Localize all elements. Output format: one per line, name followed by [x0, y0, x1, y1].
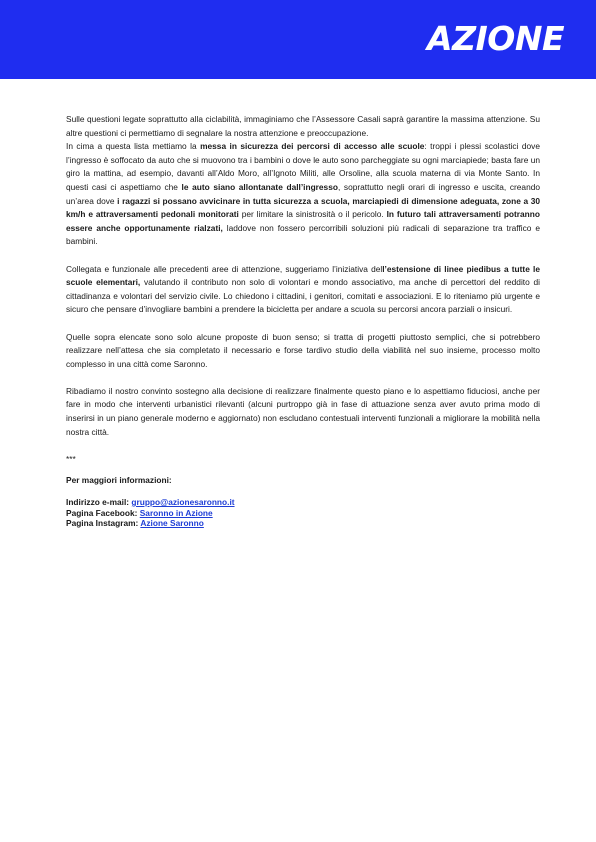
email-line — [66, 497, 540, 508]
spacer — [66, 317, 540, 331]
paragraph-3-text-c: valutando il contributo non solo di volontari e mondo associativo, ma anche di percettori del reddito di cittadinanza e volontari del servizio civile. Lo chiedono i cittadini, i genitori, comitati e associazioni. E lo riteniamo più urgente e sicuro che pensare d’invogliare bambini a prendere la bicicletta per andare a scuola su percorsi ancora parziali o insicuri. — [66, 277, 540, 315]
paragraph-2-bold-h: In futuro tali attraversamenti potranno essere anche opportunamente rialzati, — [66, 209, 540, 233]
instagram-line — [66, 518, 540, 529]
paragraph-2 — [66, 140, 540, 249]
paragraph-2-text-e: , soprattutto negli orari di ingresso e uscita, creando un’area dove — [66, 181, 540, 206]
paragraph-4: Quelle sopra elencate sono solo alcune proposte di buon senso; si tratta di progetti piuttosto semplici, che si potrebbero realizzare nell’attesa che sia completato il necessario e forse tardivo studio della viabilità nel suo insieme, processo molto complesso in una città come Saronno. — [66, 331, 540, 369]
paragraph-3-text-a: Collegata e funzionale alle precedenti aree di attenzione, suggeriamo l’iniziativa del — [66, 263, 383, 274]
facebook-label: Pagina Facebook: — [66, 507, 140, 518]
spacer — [66, 439, 540, 453]
info-heading — [66, 474, 540, 488]
instagram-link[interactable]: Azione Saronno — [140, 518, 204, 529]
paragraph-2-text-g: per limitare la sinistrosità o il pericolo. — [238, 209, 387, 220]
spacer — [66, 488, 540, 497]
azione-logo — [427, 17, 564, 61]
logo-text: AZIONE — [427, 19, 564, 58]
paragraph-3 — [66, 263, 540, 317]
document-body — [66, 113, 540, 529]
paragraph-5: Ribadiamo il nostro convinto sostegno alla decisione di realizzare finalmente questo piano e lo aspettiamo fiduciosi, anche per fare in modo che interventi urbanistici rilevanti (alcuni purtroppo già in fase di attuazione senza aver avuto prima modo di inserirsi in un piano generale moderno e aggiornato) non escludano contestuali interventi funzionali a migliorare la mobilità nella nostra città. — [66, 385, 540, 437]
email-label: Indirizzo e-mail: — [66, 497, 132, 508]
paragraph-2-bold-f: i ragazzi si possano avvicinare in tutta sicurezza a scuola, marciapiedi di dimensione adeguata, zone a 30 km/h e attraversamenti pedonali monitorati — [66, 195, 540, 220]
spacer — [66, 249, 540, 263]
paragraph-3-bold-b: l’estensione di linee piedibus a tutte le scuole elementari, — [66, 263, 540, 288]
paragraph-2-text-c: : troppi i plessi scolastici dove l’ingresso è soffocato da auto che si muovono tra i bambini o dove le auto sono parcheggiate su ogni marciapiede; basta fare un giro la mattina, ad esempio, davanti all’Aldo Moro, all’Ignoto Militi, alle Orsoline, alla scuola materna di via Monte Santo. In questi casi ci aspettiamo che — [66, 141, 540, 192]
separator: *** — [66, 453, 76, 464]
paragraph-1: Sulle questioni legate soprattutto alla ciclabilità, immaginiamo che l’Assessore Casali saprà garantire la massima attenzione. Su altre questioni ci permettiamo di segnalare la nostra attenzione e preoccupazione. — [66, 114, 540, 138]
paragraph-2-bold-b: messa in sicurezza dei percorsi di accesso alle scuole — [200, 141, 425, 152]
instagram-label: Pagina Instagram: — [66, 518, 141, 529]
paragraph-2-text-a: In cima a questa lista mettiamo la — [66, 141, 201, 152]
header-banner — [0, 0, 596, 79]
paragraph-2-text-i: laddove non fossero percorribili soluzioni più radicali di separazione tra traffico e bambini. — [66, 222, 540, 247]
paragraph-2-bold-d: le auto siano allontanate dall’ingresso — [181, 181, 338, 192]
email-link[interactable]: gruppo@azionesaronno.it — [131, 497, 235, 508]
facebook-link[interactable]: Saronno in Azione — [139, 507, 213, 518]
info-heading-text: Per maggiori informazioni: — [66, 475, 172, 486]
spacer — [66, 466, 540, 474]
facebook-line — [66, 508, 540, 519]
spacer — [66, 371, 540, 385]
